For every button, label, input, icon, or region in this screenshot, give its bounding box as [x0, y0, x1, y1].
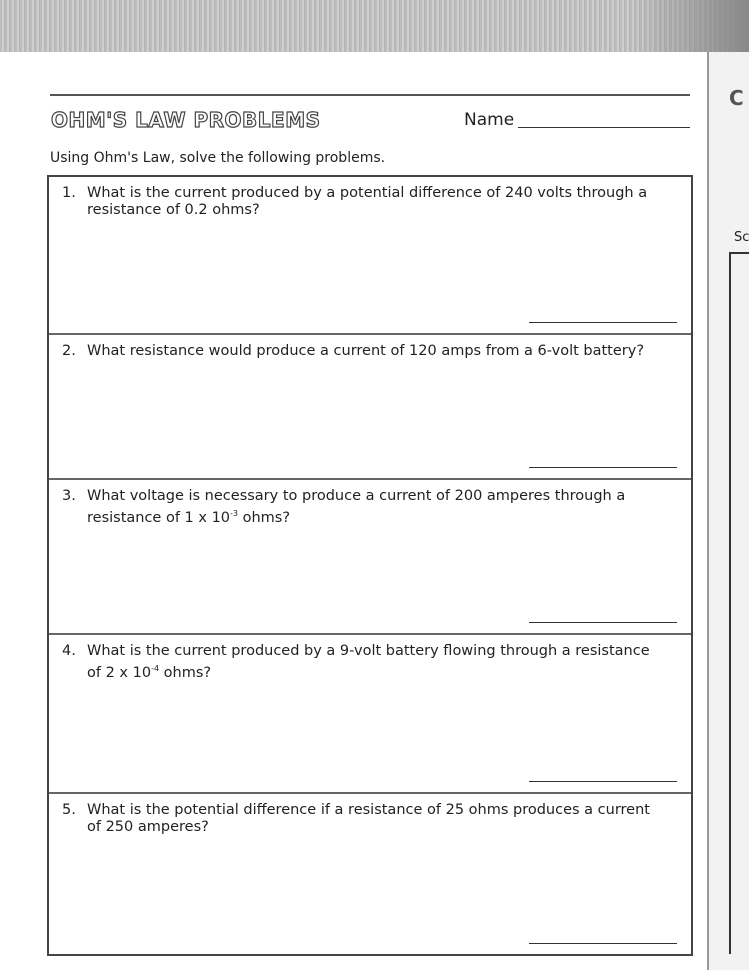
answer-line[interactable]: [529, 781, 677, 782]
problem-2: [49, 335, 691, 480]
problem-number: 5.: [62, 802, 76, 818]
problem-text-main: What is the current produced by a 9-volt battery flowing through a resistance of 2 x 10: [87, 643, 650, 681]
problem-3: [49, 480, 691, 635]
problem-text: What is the current produced by a potential difference of 240 volts through a resistance of 0.2 ohms?: [87, 185, 648, 218]
problem-number: 2.: [62, 343, 76, 359]
problem-5: [49, 794, 691, 954]
instructions: Using Ohm's Law, solve the following problems.: [50, 150, 386, 166]
name-field[interactable]: [518, 127, 690, 128]
adjacent-box: [729, 252, 749, 954]
exponent: -4: [151, 664, 160, 673]
scan-top-edge: [0, 0, 749, 52]
answer-line[interactable]: [529, 622, 677, 623]
adjacent-page: [707, 52, 749, 970]
adjacent-label-fragment: Sc: [734, 230, 749, 245]
problem-text-end: ohms?: [159, 664, 212, 681]
adjacent-heading-fragment: C: [729, 86, 744, 110]
answer-line[interactable]: [529, 467, 677, 468]
problem-text: What resistance would produce a current of 120 amps from a 6-volt battery?: [87, 343, 645, 359]
answer-line[interactable]: [529, 322, 677, 323]
problem-number: 1.: [62, 185, 76, 201]
header-rule: [50, 94, 690, 96]
problem-text: What is the potential difference if a resistance of 25 ohms produces a current of 250 amperes?: [87, 802, 650, 835]
problem-text: [87, 488, 667, 527]
problems-box: [47, 175, 693, 956]
answer-line[interactable]: [529, 943, 677, 944]
problem-text: [87, 643, 667, 682]
problem-text-main: What voltage is necessary to produce a current of 200 amperes through a resistance of 1 x 10: [87, 488, 626, 526]
problem-number: 3.: [62, 488, 76, 504]
name-label: Name: [464, 110, 515, 130]
problem-1: [49, 177, 691, 335]
problem-text-end: ohms?: [238, 509, 291, 526]
problem-number: 4.: [62, 643, 76, 659]
problem-4: [49, 635, 691, 794]
page-title: OHM'S LAW PROBLEMS: [51, 108, 321, 132]
exponent: -3: [230, 509, 239, 518]
